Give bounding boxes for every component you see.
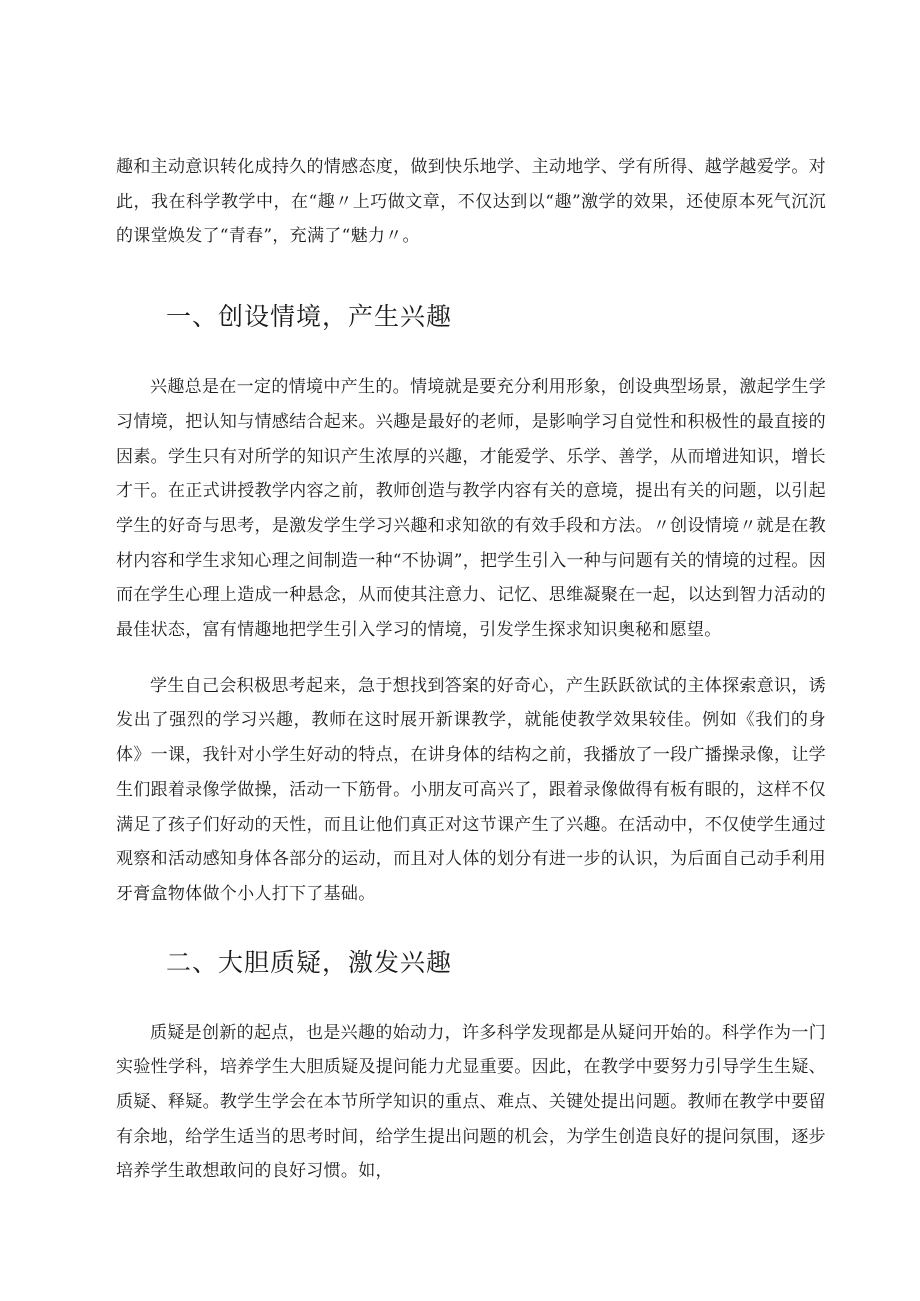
intro-paragraph: 趣和主动意识转化成持久的情感态度，做到快乐地学、主动地学、学有所得、越学越爱学。对此，我在科学教学中，在“趣〃上巧做文章，不仅达到以“趣”激学的效果，还使原本死气沉沉的课堂焕发了“青春”，充满了“魅力〃。 <box>116 157 826 247</box>
section2-paragraph-1: 质疑是创新的起点，也是兴趣的始动力，许多科学发现都是从疑问开始的。科学作为一门实验性学科，培养学生大胆质疑及提问能力尤显重要。因此，在教学中要努力引导学生生疑、质疑、释疑。教学生学会在本节所学知识的重点、难点、关键处提出问题。教师在教学中要留有余地，给学生适当的思考时间，给学生提出问题的机会，为学生创造良好的提问氛围，逐步培养学生敢想敢问的良好习惯。如， <box>116 1022 826 1182</box>
section-heading-2: 二、大胆质疑，激发兴趣 <box>166 947 453 977</box>
section1-paragraph-2: 学生自己会积极思考起来，急于想找到答案的好奇心，产生跃跃欲试的主体探索意识，诱发出了强烈的学习兴趣，教师在这时展开新课教学，就能使教学效果较佳。例如《我们的身体》一课，我针对小学生好动的特点，在讲身体的结构之前，我播放了一段广播操录像，让学生们跟着录像学做操，活动一下筋骨。小朋友可高兴了，跟着录像做得有板有眼的，这样不仅满足了孩子们好动的天性，而且让他们真正对这节课产生了兴趣。在活动中，不仅使学生通过观察和活动感知身体各部分的运动，而且对人体的划分有进一步的认识，为后面自己动手利用牙膏盒物体做个小人打下了基础。 <box>116 675 826 904</box>
section1-paragraph-1: 兴趣总是在一定的情境中产生的。情境就是要充分利用形象，创设典型场景，激起学生学习情境，把认知与情感结合起来。兴趣是最好的老师，是影响学习自觉性和积极性的最直接的因素。学生只有对所学的知识产生浓厚的兴趣，才能爱学、乐学、善学，从而增进知识，增长才干。在正式讲授教学内容之前，教师创造与教学内容有关的意境，提出有关的问题，以引起学生的好奇与思考，是激发学生学习兴趣和求知欲的有效手段和方法。〃创设情境〃就是在教材内容和学生求知心理之间制造一种“不协调”，把学生引入一种与问题有关的情境的过程。因而在学生心理上造成一种悬念，从而使其注意力、记忆、思维凝聚在一起，以达到智力活动的最佳状态，富有情趣地把学生引入学习的情境，引发学生探求知识奥秘和愿望。 <box>116 377 826 641</box>
section-heading-1: 一、创设情境，产生兴趣 <box>166 302 453 332</box>
document-page <box>116 150 826 1189</box>
